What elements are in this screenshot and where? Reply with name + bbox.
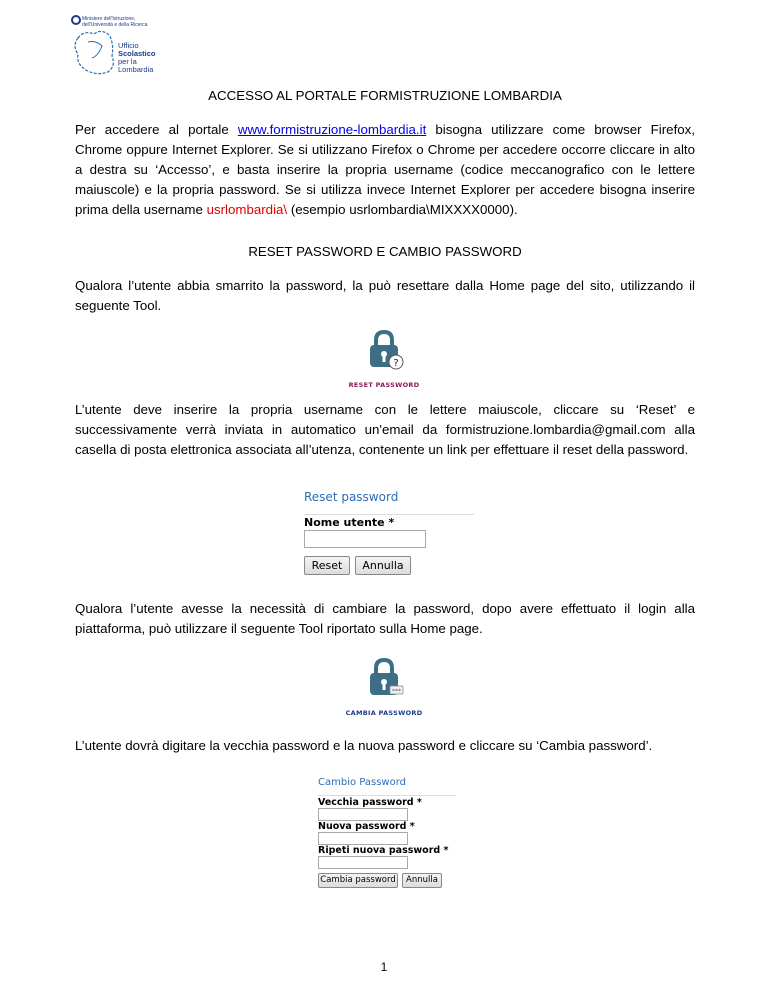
page-number: 1 [380,960,388,974]
office-line-2: Scolastico [118,49,156,58]
change-badge-text: *** [392,688,401,695]
paragraph-reset-intro: Qualora l’utente abbia smarrito la password, la può resettare dalla Home page del sito, utilizzando il seguente Tool. [75,278,695,313]
username-input[interactable] [304,530,426,548]
cancel-change-button[interactable]: Annulla [402,873,442,888]
portal-link[interactable]: www.formistruzione-lombardia.it [237,122,427,137]
change-form-divider [318,795,456,796]
heading-reset: RESET PASSWORD E CAMBIO PASSWORD [248,244,522,259]
old-password-input[interactable] [318,808,408,821]
office-line-3: per la [118,57,137,66]
paragraph-change-instructions: L’utente dovrà digitare la vecchia password e la nuova password e cliccare su ‘Cambia password’. [75,738,653,753]
ministry-line-2: dell'Università e della Ricerca [82,22,148,28]
paragraph-access-prefix: Per accedere al portale [75,122,238,137]
office-line-4: Lombardia [118,65,154,74]
reset-button[interactable]: Reset [304,556,350,575]
change-password-button[interactable]: Cambia password [318,873,398,888]
reset-form-divider [304,514,474,515]
reset-form-title: Reset password [304,490,399,504]
new-password-input[interactable] [318,832,408,845]
ministry-line-1: Ministero dell'Istruzione, [82,16,136,22]
repeat-password-label: Ripeti nuova password * [318,845,449,856]
office-line-1: Ufficio [118,41,139,50]
paragraph-change-intro: Qualora l’utente avesse la necessità di cambiare la password, dopo avere effettuato il login alla piattaforma, può utilizzare il seguente Tool riportato sulla Home page. [75,601,695,636]
username-prefix-highlight: usrlombardia\ [206,202,288,217]
reset-password-caption: RESET PASSWORD [348,381,420,389]
heading-access: ACCESSO AL PORTALE FORMISTRUZIONE LOMBARDIA [208,88,562,103]
new-password-label: Nuova password * [318,821,415,832]
ministry-name [82,16,162,28]
repeat-password-input[interactable] [318,856,408,869]
lock-question-icon [364,328,404,372]
office-name [118,42,156,74]
cancel-reset-button[interactable]: Annulla [355,556,411,575]
change-password-caption: CAMBIA PASSWORD [345,709,423,717]
lock-password-icon [364,656,404,700]
old-password-label: Vecchia password * [318,797,422,808]
change-password-tool[interactable] [344,656,424,717]
paragraph-access-middle: bisogna utilizzare come browser Firefox, Chrome oppure Internet Explorer. Se si utilizzano Firefox o Chrome per accedere occorre cliccare in alto a destra su ‘Accesso’, e basta inserire la propria username (codice meccanografico con le lettere maiuscole) e la propria password. Se si utilizza invece Internet Explorer per accedere bisogna inserire prima della username [75,122,696,217]
change-form-title: Cambio Password [318,777,406,788]
office-logo [68,12,178,78]
reset-password-tool[interactable] [344,328,424,389]
paragraph-reset-instructions: L’utente deve inserire la propria username con le lettere maiuscole, cliccare su ‘Reset’ e successivamente verrà inviata in automatico un'email da formistruzione.lombardia@gmail.com alla casella di posta elettronica associata all’utenza, contenente un link per effettuare il reset della password. [75,402,695,457]
username-label: Nome utente * [304,516,395,529]
paragraph-access-suffix: (esempio usrlombardia\MIXXXX0000). [287,202,518,217]
paragraph-access [75,120,695,220]
reset-badge-text: ? [393,358,399,369]
